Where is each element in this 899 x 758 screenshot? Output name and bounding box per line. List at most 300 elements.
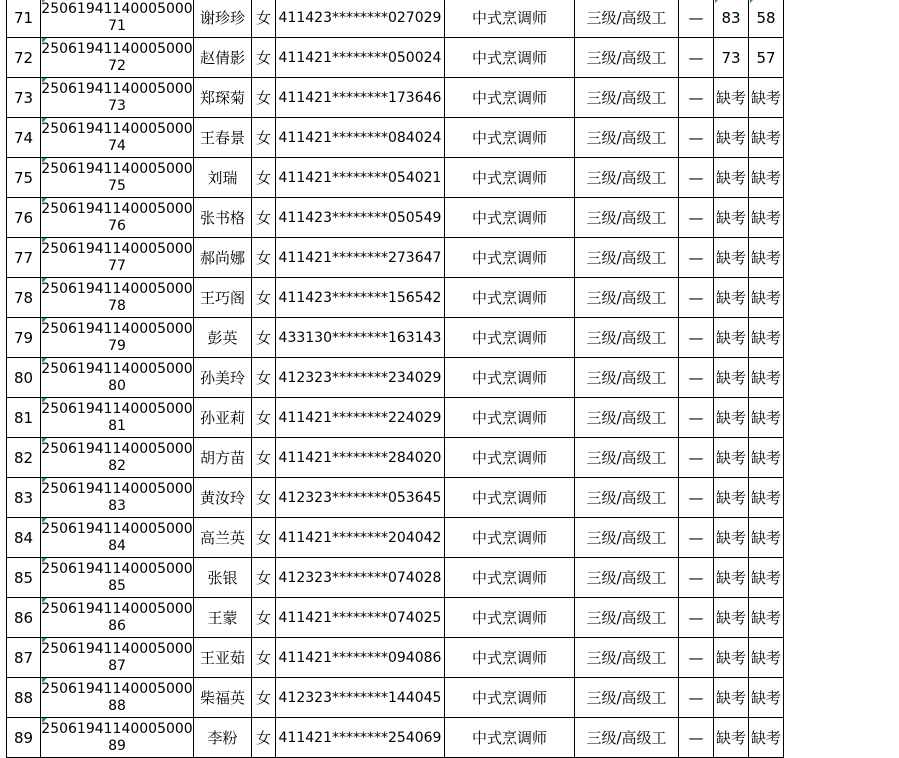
id-card-cell[interactable] — [276, 38, 445, 78]
gender-cell[interactable] — [252, 278, 276, 318]
practical-score-cell-text: 缺考 — [750, 528, 781, 547]
occupation-cell[interactable] — [445, 318, 575, 358]
exam-id-cell[interactable] — [41, 438, 194, 478]
level-cell[interactable] — [575, 38, 679, 78]
dash-cell[interactable] — [679, 78, 714, 118]
level-cell-text: 三级/高级工 — [586, 168, 667, 187]
theory-score-cell[interactable] — [714, 638, 749, 678]
gender-cell[interactable] — [252, 438, 276, 478]
row-number-cell[interactable] — [6, 198, 41, 238]
id-card-cell-text: 411421********094086 — [278, 649, 442, 666]
practical-score-cell-text: 缺考 — [750, 208, 781, 227]
name-cell[interactable] — [194, 198, 252, 238]
text-number-indicator-icon — [42, 38, 47, 43]
text-number-indicator-icon — [42, 558, 47, 563]
dash-cell[interactable] — [679, 598, 714, 638]
theory-score-cell[interactable] — [714, 718, 749, 758]
theory-score-cell-text: 缺考 — [715, 688, 746, 707]
theory-score-cell[interactable] — [714, 38, 749, 78]
level-cell-text: 三级/高级工 — [586, 408, 667, 427]
level-cell[interactable] — [575, 638, 679, 678]
row-number-cell[interactable] — [6, 118, 41, 158]
id-card-cell[interactable] — [276, 118, 445, 158]
occupation-cell-text: 中式烹调师 — [471, 488, 547, 507]
row-number-cell[interactable] — [6, 158, 41, 198]
practical-score-cell[interactable] — [749, 678, 784, 718]
table-row — [0, 558, 899, 598]
text-number-indicator-icon — [42, 238, 47, 243]
exam-id-cell[interactable] — [41, 78, 194, 118]
exam-id-cell[interactable] — [41, 198, 194, 238]
occupation-cell[interactable] — [445, 0, 575, 38]
name-cell[interactable] — [194, 38, 252, 78]
gender-cell[interactable] — [252, 118, 276, 158]
dash-cell[interactable] — [679, 158, 714, 198]
dash-cell[interactable] — [679, 638, 714, 678]
id-card-cell-text: 411423********156542 — [278, 289, 442, 306]
practical-score-cell-text: 缺考 — [750, 288, 781, 307]
occupation-cell-text: 中式烹调师 — [471, 688, 547, 707]
name-cell[interactable] — [194, 358, 252, 398]
dash-cell-text: — — [688, 568, 704, 587]
row-number-cell[interactable] — [6, 318, 41, 358]
text-number-indicator-icon — [42, 198, 47, 203]
practical-score-cell[interactable] — [749, 358, 784, 398]
row-number-cell[interactable] — [6, 38, 41, 78]
practical-score-cell-text: 缺考 — [750, 448, 781, 467]
id-card-cell-text: 411421********273647 — [278, 249, 442, 266]
level-cell[interactable] — [575, 238, 679, 278]
dash-cell-text: — — [688, 288, 704, 307]
exam-id-cell[interactable] — [41, 478, 194, 518]
id-card-cell[interactable] — [276, 78, 445, 118]
practical-score-cell[interactable] — [749, 38, 784, 78]
dash-cell[interactable] — [679, 398, 714, 438]
name-cell[interactable] — [194, 158, 252, 198]
gender-cell[interactable] — [252, 78, 276, 118]
id-card-cell[interactable] — [276, 238, 445, 278]
practical-score-cell[interactable] — [749, 278, 784, 318]
exam-id-cell[interactable] — [41, 518, 194, 558]
gender-cell[interactable] — [252, 0, 276, 38]
name-cell[interactable] — [194, 398, 252, 438]
id-card-cell[interactable] — [276, 198, 445, 238]
gender-cell[interactable] — [252, 638, 276, 678]
theory-score-cell-text: 缺考 — [715, 88, 746, 107]
name-cell[interactable] — [194, 278, 252, 318]
practical-score-cell[interactable] — [749, 78, 784, 118]
level-cell[interactable] — [575, 598, 679, 638]
dash-cell[interactable] — [679, 558, 714, 598]
level-cell[interactable] — [575, 78, 679, 118]
occupation-cell[interactable] — [445, 718, 575, 758]
gender-cell-text: 女 — [255, 88, 271, 107]
row-number-cell[interactable] — [6, 238, 41, 278]
name-cell[interactable] — [194, 598, 252, 638]
id-card-cell[interactable] — [276, 718, 445, 758]
table-row — [0, 78, 899, 118]
dash-cell[interactable] — [679, 38, 714, 78]
id-card-cell[interactable] — [276, 158, 445, 198]
row-number-cell[interactable] — [6, 558, 41, 598]
name-cell-text: 孙亚莉 — [199, 408, 245, 427]
gender-cell-text: 女 — [255, 208, 271, 227]
row-number-cell[interactable] — [6, 438, 41, 478]
practical-score-cell[interactable] — [749, 718, 784, 758]
dash-cell[interactable] — [679, 478, 714, 518]
row-number-cell-text: 76 — [13, 208, 34, 227]
level-cell[interactable] — [575, 718, 679, 758]
exam-id-cell[interactable] — [41, 598, 194, 638]
theory-score-cell[interactable] — [714, 398, 749, 438]
text-number-indicator-icon — [42, 0, 47, 3]
text-number-indicator-icon — [750, 0, 755, 3]
practical-score-cell-text: 缺考 — [750, 648, 781, 667]
dash-cell[interactable] — [679, 518, 714, 558]
dash-cell[interactable] — [679, 278, 714, 318]
dash-cell-text: — — [688, 688, 704, 707]
gender-cell-text: 女 — [255, 8, 271, 27]
occupation-cell[interactable] — [445, 678, 575, 718]
gender-cell[interactable] — [252, 478, 276, 518]
practical-score-cell[interactable] — [749, 518, 784, 558]
level-cell[interactable] — [575, 358, 679, 398]
exam-id-cell-text: 2506194114000500074 — [41, 121, 193, 154]
occupation-cell-text: 中式烹调师 — [471, 8, 547, 27]
id-card-cell[interactable] — [276, 358, 445, 398]
gender-cell[interactable] — [252, 398, 276, 438]
row-number-cell-text: 74 — [13, 128, 34, 147]
table-row — [0, 198, 899, 238]
occupation-cell-text: 中式烹调师 — [471, 368, 547, 387]
theory-score-cell-text: 73 — [721, 48, 741, 67]
name-cell-text: 赵倩影 — [199, 48, 245, 67]
exam-id-cell[interactable] — [41, 278, 194, 318]
gender-cell[interactable] — [252, 518, 276, 558]
dash-cell[interactable] — [679, 198, 714, 238]
row-number-cell[interactable] — [6, 518, 41, 558]
practical-score-cell-text: 缺考 — [750, 368, 781, 387]
level-cell[interactable] — [575, 0, 679, 38]
name-cell[interactable] — [194, 238, 252, 278]
row-number-cell[interactable] — [6, 598, 41, 638]
theory-score-cell[interactable] — [714, 78, 749, 118]
exam-id-cell[interactable] — [41, 118, 194, 158]
gender-cell-text: 女 — [255, 368, 271, 387]
exam-id-cell[interactable] — [41, 638, 194, 678]
level-cell[interactable] — [575, 198, 679, 238]
id-card-cell[interactable] — [276, 278, 445, 318]
theory-score-cell[interactable] — [714, 0, 749, 38]
name-cell[interactable] — [194, 0, 252, 38]
gender-cell-text: 女 — [255, 288, 271, 307]
exam-id-cell[interactable] — [41, 158, 194, 198]
text-number-indicator-icon — [42, 638, 47, 643]
exam-id-cell-text: 2506194114000500071 — [41, 1, 193, 34]
name-cell[interactable] — [194, 118, 252, 158]
theory-score-cell[interactable] — [714, 518, 749, 558]
name-cell[interactable] — [194, 558, 252, 598]
exam-id-cell[interactable] — [41, 398, 194, 438]
occupation-cell-text: 中式烹调师 — [471, 328, 547, 347]
occupation-cell[interactable] — [445, 278, 575, 318]
name-cell[interactable] — [194, 438, 252, 478]
level-cell[interactable] — [575, 438, 679, 478]
id-card-cell[interactable] — [276, 638, 445, 678]
name-cell-text: 高兰英 — [199, 528, 245, 547]
table-row — [0, 0, 899, 38]
gender-cell-text: 女 — [255, 568, 271, 587]
dash-cell[interactable] — [679, 678, 714, 718]
gender-cell-text: 女 — [255, 328, 271, 347]
row-number-cell-text: 89 — [13, 728, 34, 747]
practical-score-cell[interactable] — [749, 238, 784, 278]
id-card-cell-text: 411423********050549 — [278, 209, 442, 226]
occupation-cell[interactable] — [445, 598, 575, 638]
id-card-cell[interactable] — [276, 518, 445, 558]
occupation-cell[interactable] — [445, 198, 575, 238]
practical-score-cell[interactable] — [749, 158, 784, 198]
id-card-cell-text: 411421********254069 — [278, 729, 442, 746]
theory-score-cell[interactable] — [714, 558, 749, 598]
practical-score-cell[interactable] — [749, 0, 784, 38]
row-number-cell-text: 87 — [13, 648, 34, 667]
occupation-cell-text: 中式烹调师 — [471, 568, 547, 587]
id-card-cell-text: 412323********074028 — [278, 569, 442, 586]
dash-cell[interactable] — [679, 438, 714, 478]
practical-score-cell-text: 缺考 — [750, 328, 781, 347]
occupation-cell[interactable] — [445, 158, 575, 198]
theory-score-cell[interactable] — [714, 238, 749, 278]
id-card-cell[interactable] — [276, 398, 445, 438]
table-row — [0, 118, 899, 158]
exam-id-cell[interactable] — [41, 678, 194, 718]
row-number-cell[interactable] — [6, 358, 41, 398]
exam-id-cell-text: 2506194114000500080 — [41, 361, 193, 394]
practical-score-cell[interactable] — [749, 438, 784, 478]
gender-cell[interactable] — [252, 238, 276, 278]
exam-id-cell[interactable] — [41, 0, 194, 38]
row-number-cell-text: 73 — [13, 88, 34, 107]
gender-cell[interactable] — [252, 358, 276, 398]
dash-cell-text: — — [688, 448, 704, 467]
practical-score-cell-text: 缺考 — [750, 608, 781, 627]
gender-cell[interactable] — [252, 158, 276, 198]
gender-cell[interactable] — [252, 318, 276, 358]
level-cell-text: 三级/高级工 — [586, 568, 667, 587]
practical-score-cell-text: 缺考 — [750, 688, 781, 707]
theory-score-cell[interactable] — [714, 598, 749, 638]
text-number-indicator-icon — [42, 118, 47, 123]
gender-cell[interactable] — [252, 38, 276, 78]
dash-cell[interactable] — [679, 0, 714, 38]
exam-id-cell-text: 2506194114000500073 — [41, 81, 193, 114]
text-number-indicator-icon — [42, 278, 47, 283]
occupation-cell[interactable] — [445, 358, 575, 398]
text-number-indicator-icon — [42, 318, 47, 323]
text-number-indicator-icon — [42, 518, 47, 523]
dash-cell[interactable] — [679, 238, 714, 278]
theory-score-cell[interactable] — [714, 118, 749, 158]
theory-score-cell[interactable] — [714, 438, 749, 478]
occupation-cell[interactable] — [445, 238, 575, 278]
name-cell-text: 张银 — [207, 568, 238, 587]
name-cell[interactable] — [194, 638, 252, 678]
practical-score-cell[interactable] — [749, 598, 784, 638]
gender-cell-text: 女 — [255, 168, 271, 187]
name-cell-text: 李粉 — [207, 728, 238, 747]
id-card-cell[interactable] — [276, 478, 445, 518]
exam-id-cell-text: 2506194114000500082 — [41, 441, 193, 474]
name-cell-text: 柴福英 — [199, 688, 245, 707]
level-cell[interactable] — [575, 278, 679, 318]
id-card-cell[interactable] — [276, 318, 445, 358]
row-number-cell-text: 83 — [13, 488, 34, 507]
id-card-cell-text: 411421********173646 — [278, 89, 442, 106]
practical-score-cell[interactable] — [749, 558, 784, 598]
row-number-cell-text: 72 — [13, 48, 34, 67]
id-card-cell[interactable] — [276, 678, 445, 718]
table-row — [0, 278, 899, 318]
theory-score-cell[interactable] — [714, 678, 749, 718]
id-card-cell[interactable] — [276, 0, 445, 38]
occupation-cell[interactable] — [445, 398, 575, 438]
exam-id-cell[interactable] — [41, 718, 194, 758]
occupation-cell[interactable] — [445, 638, 575, 678]
dash-cell[interactable] — [679, 358, 714, 398]
dash-cell[interactable] — [679, 718, 714, 758]
theory-score-cell-text: 缺考 — [715, 488, 746, 507]
practical-score-cell[interactable] — [749, 198, 784, 238]
id-card-cell[interactable] — [276, 598, 445, 638]
gender-cell[interactable] — [252, 718, 276, 758]
row-number-cell[interactable] — [6, 278, 41, 318]
name-cell-text: 王蒙 — [207, 608, 238, 627]
name-cell[interactable] — [194, 78, 252, 118]
exam-id-cell[interactable] — [41, 318, 194, 358]
name-cell[interactable] — [194, 718, 252, 758]
practical-score-cell[interactable] — [749, 478, 784, 518]
occupation-cell-text: 中式烹调师 — [471, 88, 547, 107]
name-cell[interactable] — [194, 478, 252, 518]
gender-cell[interactable] — [252, 678, 276, 718]
occupation-cell[interactable] — [445, 38, 575, 78]
level-cell[interactable] — [575, 518, 679, 558]
level-cell-text: 三级/高级工 — [586, 488, 667, 507]
level-cell[interactable] — [575, 398, 679, 438]
text-number-indicator-icon — [715, 0, 720, 3]
exam-id-cell-text: 2506194114000500089 — [41, 721, 193, 754]
exam-id-cell[interactable] — [41, 558, 194, 598]
theory-score-cell[interactable] — [714, 158, 749, 198]
table-row — [0, 598, 899, 638]
occupation-cell[interactable] — [445, 558, 575, 598]
name-cell[interactable] — [194, 318, 252, 358]
dash-cell-text: — — [688, 608, 704, 627]
dash-cell[interactable] — [679, 118, 714, 158]
exam-id-cell[interactable] — [41, 238, 194, 278]
exam-id-cell-text: 2506194114000500075 — [41, 161, 193, 194]
dash-cell-text: — — [688, 488, 704, 507]
level-cell-text: 三级/高级工 — [586, 528, 667, 547]
level-cell[interactable] — [575, 118, 679, 158]
row-number-cell-text: 75 — [13, 168, 34, 187]
row-number-cell[interactable] — [6, 478, 41, 518]
occupation-cell[interactable] — [445, 438, 575, 478]
level-cell[interactable] — [575, 158, 679, 198]
theory-score-cell[interactable] — [714, 318, 749, 358]
gender-cell[interactable] — [252, 598, 276, 638]
text-number-indicator-icon — [42, 158, 47, 163]
table-row — [0, 398, 899, 438]
theory-score-cell-text: 缺考 — [715, 208, 746, 227]
dash-cell-text: — — [688, 368, 704, 387]
name-cell[interactable] — [194, 518, 252, 558]
practical-score-cell-text: 缺考 — [750, 728, 781, 747]
exam-id-cell[interactable] — [41, 38, 194, 78]
dash-cell-text: — — [688, 128, 704, 147]
practical-score-cell[interactable] — [749, 118, 784, 158]
id-card-cell[interactable] — [276, 558, 445, 598]
exam-id-cell[interactable] — [41, 358, 194, 398]
level-cell[interactable] — [575, 478, 679, 518]
level-cell[interactable] — [575, 318, 679, 358]
dash-cell[interactable] — [679, 318, 714, 358]
practical-score-cell[interactable] — [749, 318, 784, 358]
row-number-cell[interactable] — [6, 0, 41, 38]
row-number-cell[interactable] — [6, 678, 41, 718]
row-number-cell[interactable] — [6, 638, 41, 678]
level-cell-text: 三级/高级工 — [586, 328, 667, 347]
id-card-cell[interactable] — [276, 438, 445, 478]
occupation-cell[interactable] — [445, 78, 575, 118]
level-cell[interactable] — [575, 558, 679, 598]
occupation-cell-text: 中式烹调师 — [471, 728, 547, 747]
theory-score-cell[interactable] — [714, 358, 749, 398]
name-cell-text: 黄汝玲 — [199, 488, 245, 507]
name-cell[interactable] — [194, 678, 252, 718]
dash-cell-text: — — [688, 248, 704, 267]
row-number-cell[interactable] — [6, 398, 41, 438]
gender-cell[interactable] — [252, 558, 276, 598]
id-card-cell-text: 411421********084024 — [278, 129, 442, 146]
table-row — [0, 638, 899, 678]
id-card-cell-text: 411421********224029 — [278, 409, 442, 426]
occupation-cell-text: 中式烹调师 — [471, 208, 547, 227]
name-cell-text: 郑琛菊 — [199, 88, 245, 107]
level-cell[interactable] — [575, 678, 679, 718]
occupation-cell[interactable] — [445, 118, 575, 158]
practical-score-cell[interactable] — [749, 638, 784, 678]
dash-cell-text: — — [688, 528, 704, 547]
row-number-cell[interactable] — [6, 718, 41, 758]
row-number-cell[interactable] — [6, 78, 41, 118]
occupation-cell[interactable] — [445, 478, 575, 518]
practical-score-cell[interactable] — [749, 398, 784, 438]
theory-score-cell[interactable] — [714, 278, 749, 318]
exam-id-cell-text: 2506194114000500088 — [41, 681, 193, 714]
text-number-indicator-icon — [42, 78, 47, 83]
theory-score-cell-text: 缺考 — [715, 128, 746, 147]
gender-cell[interactable] — [252, 198, 276, 238]
level-cell-text: 三级/高级工 — [586, 728, 667, 747]
theory-score-cell[interactable] — [714, 478, 749, 518]
table-row — [0, 318, 899, 358]
occupation-cell[interactable] — [445, 518, 575, 558]
id-card-cell-text: 412323********144045 — [278, 689, 442, 706]
theory-score-cell[interactable] — [714, 198, 749, 238]
exam-id-cell-text: 2506194114000500072 — [41, 41, 193, 74]
